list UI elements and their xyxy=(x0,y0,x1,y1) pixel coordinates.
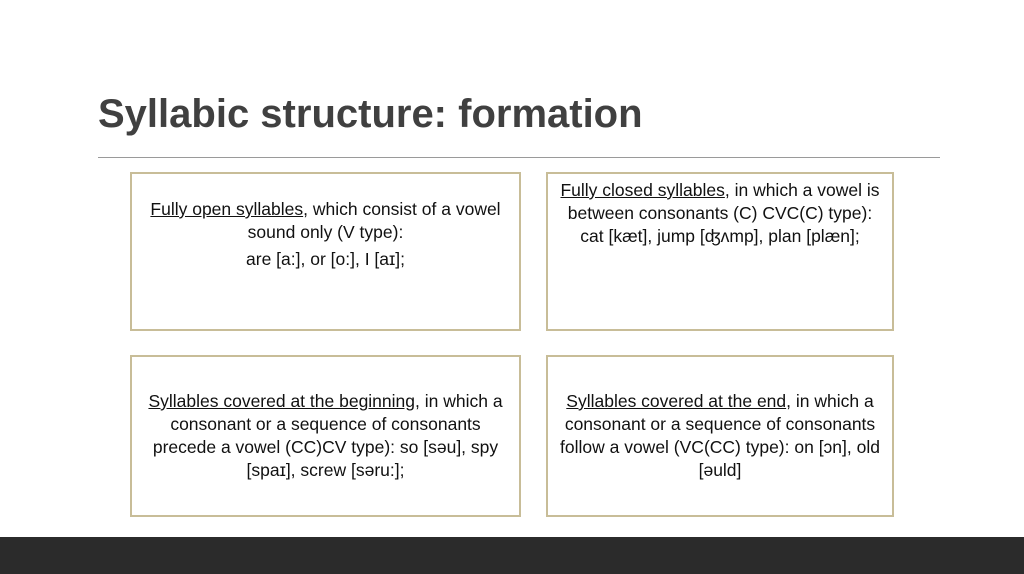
open-syllables-term: Fully open syllables xyxy=(150,199,304,219)
footer-bar xyxy=(0,537,1024,574)
covered-beginning-description: , in which a consonant or a sequence of consonants precede a vowel (CC)CV type): so [səu], spy [spaɪ], screw [səru:]; xyxy=(152,391,503,480)
slide-title: Syllabic structure: formation xyxy=(98,92,643,136)
covered-end-definition xyxy=(558,390,882,482)
covered-end-box xyxy=(546,355,894,517)
open-syllables-description: , which consist of a vowel sound only (V type): xyxy=(247,199,501,242)
covered-end-description: , in which a consonant or a sequence of consonants follow a vowel (VC(CC) type): on [ɔn], old [əuld] xyxy=(560,391,880,480)
closed-syllables-definition xyxy=(558,179,882,225)
open-syllables-definition xyxy=(142,198,509,244)
covered-end-term: Syllables covered at the end xyxy=(566,391,787,411)
closed-syllables-term: Fully closed syllables xyxy=(560,180,725,200)
closed-syllables-description: , in which a vowel is between consonants (C) CVC(C) type): xyxy=(567,180,880,223)
covered-beginning-definition xyxy=(142,390,509,482)
closed-syllables-box xyxy=(546,172,894,331)
open-syllables-examples: are [a:], or [o:], I [aɪ]; xyxy=(246,249,405,269)
closed-syllables-examples: cat [kæt], jump [ʤʌmp], plan [plæn]; xyxy=(580,226,860,246)
title-divider xyxy=(98,157,940,158)
open-syllables-box xyxy=(130,172,521,331)
covered-beginning-term: Syllables covered at the beginning xyxy=(148,391,416,411)
covered-beginning-box xyxy=(130,355,521,517)
